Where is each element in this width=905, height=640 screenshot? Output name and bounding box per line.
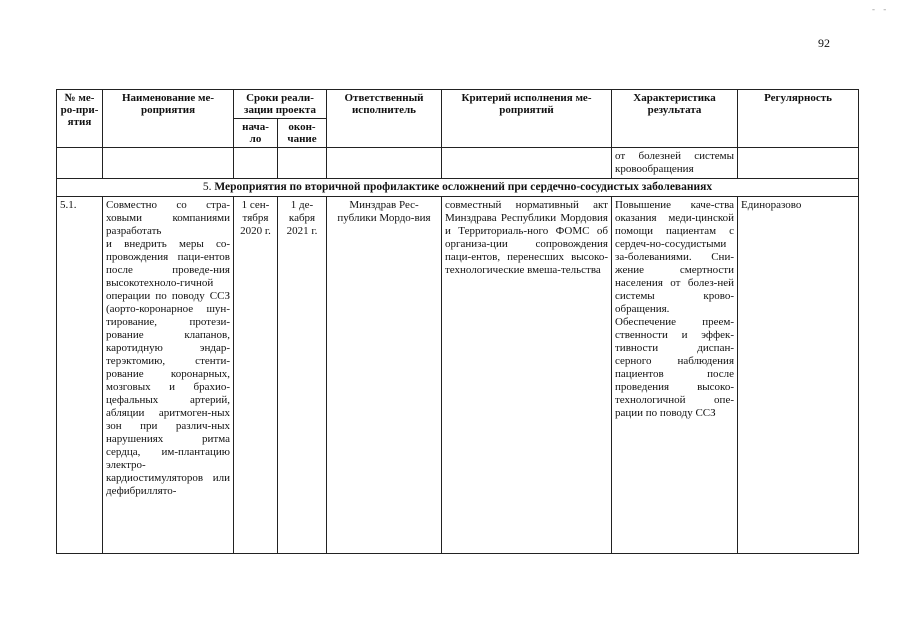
row-regularity: Единоразово	[738, 197, 859, 554]
header-criterion: Критерий исполнения ме-роприятий	[442, 90, 612, 148]
row-name-line2: и внедрить меры со-провождения паци-ентов после проведе-ния высокотехноло-гичной операции по поводу ССЗ (аорто-коронарное шун-тирование, протези-рование клапанов, каротидную эндар-терэктомию, стенти-рование коронарных, мозговых и брахио-цефальных артерий, абляции аритмоген-ных зон при различ-ных нарушениях ритма сердца, им-плантацию электро-кардиостимуляторов или дефибриллято-	[106, 238, 230, 497]
header-name: Наименование ме-роприятия	[103, 90, 234, 148]
row-name	[103, 197, 234, 554]
page-number: 92	[818, 36, 830, 50]
row-characteristic	[612, 197, 738, 554]
section-number: 5.	[202, 181, 212, 193]
table-row-carry-over	[57, 148, 859, 179]
table-row	[57, 197, 859, 554]
header-terms: Сроки реали-зации проекта	[234, 90, 327, 119]
carry-regularity-cell	[738, 148, 859, 179]
header-num: № ме-ро-при-ятия	[57, 90, 103, 148]
row-characteristic-p2: Обеспечение преем-ственности и эффек-тивности диспан-серного наблюдения пациентов после проведения высоко-технологичной опе-рации по поводу ССЗ	[615, 316, 734, 419]
carry-responsible-cell	[327, 148, 442, 179]
row-end: 1 де-кабря 2021 г.	[278, 197, 327, 554]
row-characteristic-p1: Повышение каче-ства оказания меди-цинской помощи пациентам с сердеч-но-сосудистыми за-болеваниями. Сни-жение смертности населения от болез-ней системы крово-обращения.	[615, 199, 734, 315]
carry-name-cell	[103, 148, 234, 179]
carry-num-cell	[57, 148, 103, 179]
row-name-line1: Совместно со стра-ховыми компаниями разработать	[106, 199, 230, 237]
row-num: 5.1.	[57, 197, 103, 554]
section-title: Мероприятия по вторичной профилактике осложнений при сердечно-сосудистых заболеваниях	[214, 181, 713, 193]
scan-corner-mark: - -	[872, 4, 890, 14]
section-row	[57, 179, 859, 197]
carry-start-cell	[234, 148, 278, 179]
measures-table	[56, 89, 859, 554]
header-start: нача-ло	[234, 119, 278, 148]
carry-criterion-cell	[442, 148, 612, 179]
section-heading	[57, 179, 859, 197]
header-regularity: Регулярность	[738, 90, 859, 148]
carry-end-cell	[278, 148, 327, 179]
header-characteristic: Характеристика результата	[612, 90, 738, 148]
row-responsible: Минздрав Рес-публики Мордо-вия	[327, 197, 442, 554]
row-criterion: совместный нормативный акт Минздрава Республики Мордовия и Территориаль-ного ФОМС об организа-ции сопровождения паци-ентов, перенесших высоко-технологические вмеша-тельства	[442, 197, 612, 554]
header-responsible: Ответственный исполнитель	[327, 90, 442, 148]
header-end: окон-чание	[278, 119, 327, 148]
carry-characteristic-cell: от болезней системы кровообращения	[612, 148, 738, 179]
row-start: 1 сен-тября 2020 г.	[234, 197, 278, 554]
